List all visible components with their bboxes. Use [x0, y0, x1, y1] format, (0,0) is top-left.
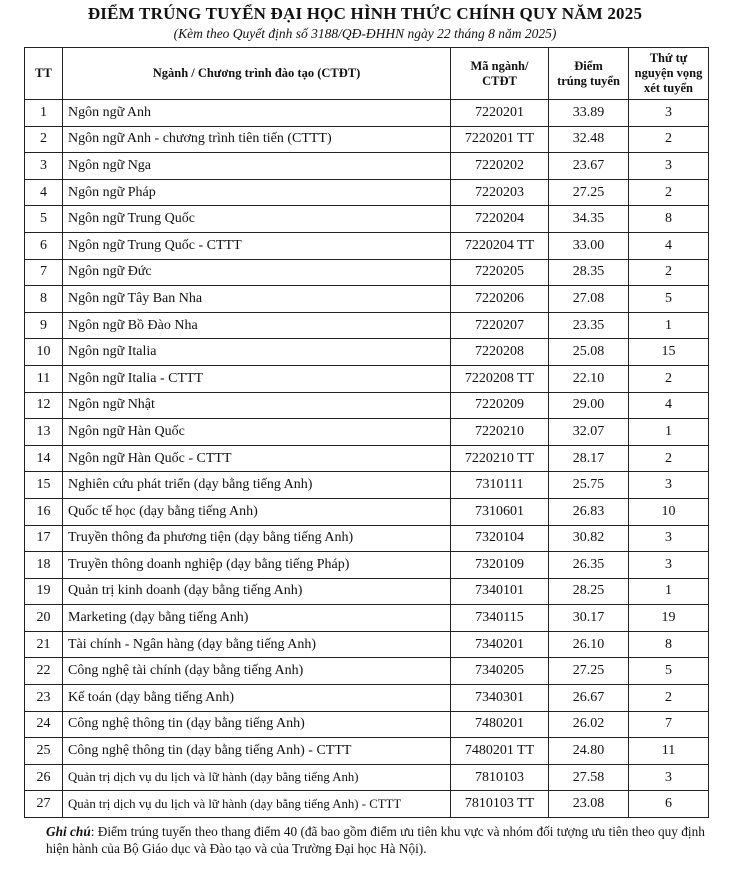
row-program: Nghiên cứu phát triển (dạy bằng tiếng Anh) [63, 472, 451, 499]
table-row [25, 791, 709, 818]
table-row [25, 339, 709, 366]
row-tt: 1 [25, 100, 63, 127]
row-code: 7340201 [451, 631, 549, 658]
row-program: Ngôn ngữ Trung Quốc [63, 206, 451, 233]
row-score: 26.83 [549, 498, 629, 525]
row-order: 8 [629, 206, 709, 233]
table-row [25, 126, 709, 153]
row-program: Quốc tế học (dạy bằng tiếng Anh) [63, 498, 451, 525]
row-tt: 25 [25, 738, 63, 765]
row-code: 7320109 [451, 552, 549, 579]
row-order: 4 [629, 392, 709, 419]
row-order: 3 [629, 764, 709, 791]
row-score: 30.17 [549, 605, 629, 632]
row-program: Ngôn ngữ Hàn Quốc [63, 419, 451, 446]
admission-scores-table [24, 47, 709, 818]
row-score: 33.89 [549, 100, 629, 127]
table-row [25, 764, 709, 791]
row-tt: 19 [25, 578, 63, 605]
row-tt: 4 [25, 179, 63, 206]
row-tt: 17 [25, 525, 63, 552]
row-score: 26.10 [549, 631, 629, 658]
row-score: 28.25 [549, 578, 629, 605]
table-row [25, 498, 709, 525]
footnote-text: : Điểm trúng tuyển theo thang điểm 40 (đã bao gồm điểm ưu tiên khu vực và nhóm đối tượng ưu tiên theo quy định hiện hành của Bộ Giáo dục và Đào tạo và của Trường Đại học Hà Nội). [46, 824, 705, 856]
row-code: 7340115 [451, 605, 549, 632]
row-program: Quản trị dịch vụ du lịch và lữ hành (dạy bằng tiếng Anh) [63, 764, 451, 791]
table-row [25, 392, 709, 419]
table-row [25, 711, 709, 738]
row-program: Công nghệ thông tin (dạy bằng tiếng Anh) [63, 711, 451, 738]
table-row [25, 312, 709, 339]
row-order: 15 [629, 339, 709, 366]
row-tt: 21 [25, 631, 63, 658]
row-program: Quản trị kinh doanh (dạy bằng tiếng Anh) [63, 578, 451, 605]
row-program: Truyền thông đa phương tiện (dạy bằng tiếng Anh) [63, 525, 451, 552]
row-tt: 14 [25, 445, 63, 472]
table-row [25, 525, 709, 552]
row-code: 7220203 [451, 179, 549, 206]
row-score: 28.35 [549, 259, 629, 286]
table-row [25, 445, 709, 472]
table-row [25, 153, 709, 180]
row-tt: 26 [25, 764, 63, 791]
table-row [25, 658, 709, 685]
row-code: 7340301 [451, 685, 549, 712]
row-score: 27.25 [549, 658, 629, 685]
row-program: Ngôn ngữ Nhật [63, 392, 451, 419]
row-tt: 15 [25, 472, 63, 499]
row-tt: 22 [25, 658, 63, 685]
row-program: Ngôn ngữ Trung Quốc - CTTT [63, 232, 451, 259]
table-row [25, 472, 709, 499]
row-code: 7220208 TT [451, 365, 549, 392]
row-program: Ngôn ngữ Pháp [63, 179, 451, 206]
row-tt: 27 [25, 791, 63, 818]
row-tt: 8 [25, 286, 63, 313]
row-program: Công nghệ thông tin (dạy bằng tiếng Anh) - CTTT [63, 738, 451, 765]
row-tt: 9 [25, 312, 63, 339]
row-program: Kế toán (dạy bằng tiếng Anh) [63, 685, 451, 712]
row-tt: 3 [25, 153, 63, 180]
row-order: 1 [629, 419, 709, 446]
table-row [25, 419, 709, 446]
row-code: 7320104 [451, 525, 549, 552]
document-subtitle: (Kèm theo Quyết định số 3188/QĐ-ĐHHN ngày 22 tháng 8 năm 2025) [173, 26, 557, 41]
row-order: 2 [629, 259, 709, 286]
row-program: Tài chính - Ngân hàng (dạy bằng tiếng Anh) [63, 631, 451, 658]
row-score: 30.82 [549, 525, 629, 552]
row-order: 4 [629, 232, 709, 259]
row-score: 23.08 [549, 791, 629, 818]
table-row [25, 552, 709, 579]
row-tt: 7 [25, 259, 63, 286]
table-row [25, 286, 709, 313]
row-order: 1 [629, 578, 709, 605]
row-score: 28.17 [549, 445, 629, 472]
row-order: 5 [629, 286, 709, 313]
row-tt: 12 [25, 392, 63, 419]
row-score: 32.07 [549, 419, 629, 446]
row-code: 7480201 [451, 711, 549, 738]
table-row [25, 578, 709, 605]
row-score: 33.00 [549, 232, 629, 259]
row-code: 7340205 [451, 658, 549, 685]
footnote-label: Ghi chú [46, 824, 91, 839]
row-order: 3 [629, 552, 709, 579]
row-order: 11 [629, 738, 709, 765]
row-tt: 5 [25, 206, 63, 233]
table-row [25, 605, 709, 632]
row-score: 25.08 [549, 339, 629, 366]
document-title: ĐIỂM TRÚNG TUYỂN ĐẠI HỌC HÌNH THỨC CHÍNH QUY NĂM 2025 [87, 4, 643, 23]
row-program: Quản trị dịch vụ du lịch và lữ hành (dạy bằng tiếng Anh) - CTTT [63, 791, 451, 818]
row-code: 7480201 TT [451, 738, 549, 765]
table-row [25, 259, 709, 286]
row-code: 7220204 [451, 206, 549, 233]
table-row [25, 179, 709, 206]
row-program: Marketing (dạy bằng tiếng Anh) [63, 605, 451, 632]
footnote [46, 823, 710, 857]
row-order: 6 [629, 791, 709, 818]
row-score: 23.35 [549, 312, 629, 339]
row-score: 29.00 [549, 392, 629, 419]
row-code: 7220207 [451, 312, 549, 339]
table-row [25, 100, 709, 127]
row-order: 5 [629, 658, 709, 685]
table-row [25, 738, 709, 765]
row-score: 26.67 [549, 685, 629, 712]
row-program: Ngôn ngữ Italia - CTTT [63, 365, 451, 392]
header-order: Thứ tự nguyện vọng xét tuyển [629, 48, 709, 100]
row-code: 7340101 [451, 578, 549, 605]
row-score: 22.10 [549, 365, 629, 392]
row-score: 27.08 [549, 286, 629, 313]
row-tt: 24 [25, 711, 63, 738]
table-row [25, 365, 709, 392]
row-score: 27.25 [549, 179, 629, 206]
row-score: 25.75 [549, 472, 629, 499]
row-code: 7810103 TT [451, 791, 549, 818]
row-code: 7220210 TT [451, 445, 549, 472]
row-program: Ngôn ngữ Anh [63, 100, 451, 127]
row-score: 32.48 [549, 126, 629, 153]
row-score: 23.67 [549, 153, 629, 180]
row-program: Ngôn ngữ Hàn Quốc - CTTT [63, 445, 451, 472]
row-code: 7310111 [451, 472, 549, 499]
row-program: Ngôn ngữ Nga [63, 153, 451, 180]
row-code: 7310601 [451, 498, 549, 525]
header-tt: TT [25, 48, 63, 100]
row-score: 34.35 [549, 206, 629, 233]
row-program: Ngôn ngữ Đức [63, 259, 451, 286]
row-tt: 16 [25, 498, 63, 525]
row-order: 2 [629, 179, 709, 206]
row-order: 2 [629, 365, 709, 392]
table-header-row [25, 48, 709, 100]
row-order: 2 [629, 685, 709, 712]
row-order: 3 [629, 153, 709, 180]
header-code: Mã ngành/ CTĐT [451, 48, 549, 100]
table-row [25, 631, 709, 658]
row-score: 26.02 [549, 711, 629, 738]
row-code: 7220210 [451, 419, 549, 446]
row-code: 7220208 [451, 339, 549, 366]
row-tt: 10 [25, 339, 63, 366]
row-order: 3 [629, 525, 709, 552]
row-tt: 13 [25, 419, 63, 446]
row-tt: 18 [25, 552, 63, 579]
header-score: Điểm trúng tuyển [549, 48, 629, 100]
row-order: 8 [629, 631, 709, 658]
row-code: 7220202 [451, 153, 549, 180]
header-program: Ngành / Chương trình đào tạo (CTĐT) [63, 48, 451, 100]
row-order: 2 [629, 126, 709, 153]
row-tt: 23 [25, 685, 63, 712]
row-code: 7810103 [451, 764, 549, 791]
row-code: 7220205 [451, 259, 549, 286]
row-score: 24.80 [549, 738, 629, 765]
row-order: 3 [629, 100, 709, 127]
row-order: 7 [629, 711, 709, 738]
table-row [25, 206, 709, 233]
row-code: 7220201 TT [451, 126, 549, 153]
row-order: 1 [629, 312, 709, 339]
row-code: 7220206 [451, 286, 549, 313]
row-program: Ngôn ngữ Tây Ban Nha [63, 286, 451, 313]
row-order: 19 [629, 605, 709, 632]
row-tt: 20 [25, 605, 63, 632]
row-score: 26.35 [549, 552, 629, 579]
row-code: 7220209 [451, 392, 549, 419]
table-row [25, 685, 709, 712]
row-code: 7220201 [451, 100, 549, 127]
row-tt: 11 [25, 365, 63, 392]
row-order: 3 [629, 472, 709, 499]
row-tt: 2 [25, 126, 63, 153]
row-order: 10 [629, 498, 709, 525]
table-row [25, 232, 709, 259]
row-order: 2 [629, 445, 709, 472]
row-score: 27.58 [549, 764, 629, 791]
row-code: 7220204 TT [451, 232, 549, 259]
row-tt: 6 [25, 232, 63, 259]
row-program: Ngôn ngữ Anh - chương trình tiên tiến (CTTT) [63, 126, 451, 153]
row-program: Truyền thông doanh nghiệp (dạy bằng tiếng Pháp) [63, 552, 451, 579]
row-program: Ngôn ngữ Italia [63, 339, 451, 366]
row-program: Ngôn ngữ Bồ Đào Nha [63, 312, 451, 339]
row-program: Công nghệ tài chính (dạy bằng tiếng Anh) [63, 658, 451, 685]
